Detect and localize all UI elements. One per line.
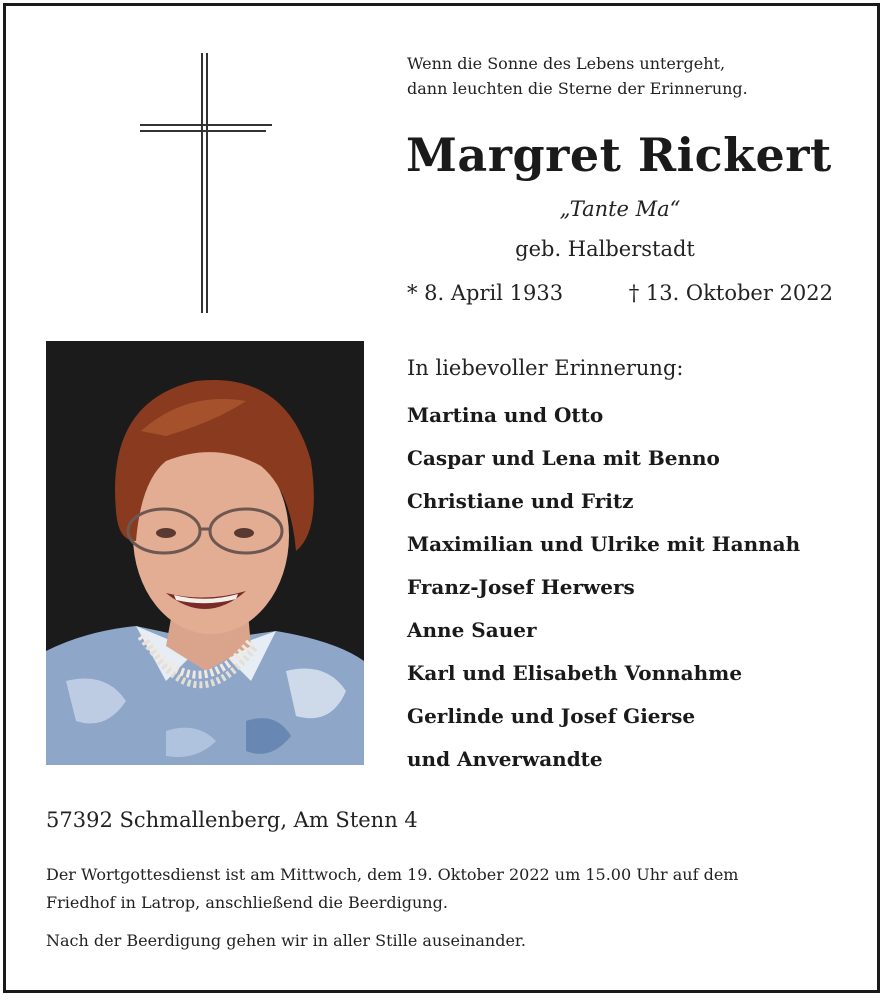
- list-item: Maximilian und Ulrike mit Hannah: [407, 532, 801, 556]
- service-info: [46, 861, 836, 917]
- birth-date: * 8. April 1933: [407, 281, 564, 305]
- mourner-list: [407, 394, 800, 781]
- death-date: † 13. Oktober 2022: [628, 281, 833, 305]
- portrait-photo: [46, 341, 364, 765]
- list-item: Caspar und Lena mit Benno: [407, 446, 720, 470]
- list-item: Anne Sauer: [407, 618, 537, 642]
- list-item: und Anverwandte: [407, 747, 603, 771]
- list-item: Karl und Elisabeth Vonnahme: [407, 661, 743, 685]
- service-line: Der Wortgottesdienst ist am Mittwoch, dem 19. Oktober 2022 um 15.00 Uhr auf dem: [46, 865, 739, 884]
- cross-icon: [138, 53, 272, 315]
- list-item: Gerlinde und Josef Gierse: [407, 704, 696, 728]
- list-item: Christiane und Fritz: [407, 489, 634, 513]
- remembrance-intro: In liebevoller Erinnerung:: [407, 356, 684, 380]
- poem-line: Wenn die Sonne des Lebens untergeht,: [407, 54, 726, 73]
- life-dates: [407, 281, 833, 305]
- list-item: Martina und Otto: [407, 403, 604, 427]
- address: 57392 Schmallenberg, Am Stenn 4: [46, 808, 418, 832]
- birth-name: geb. Halberstadt: [515, 237, 695, 261]
- service-line: Friedhof in Latrop, anschließend die Beerdigung.: [46, 893, 448, 912]
- poem: [407, 51, 748, 101]
- deceased-name: Margret Rickert: [406, 128, 832, 182]
- poem-line: dann leuchten die Sterne der Erinnerung.: [407, 79, 748, 98]
- closing-note: Nach der Beerdigung gehen wir in aller Stille auseinander.: [46, 931, 526, 950]
- nickname: „Tante Ma“: [559, 197, 681, 221]
- list-item: Franz-Josef Herwers: [407, 575, 635, 599]
